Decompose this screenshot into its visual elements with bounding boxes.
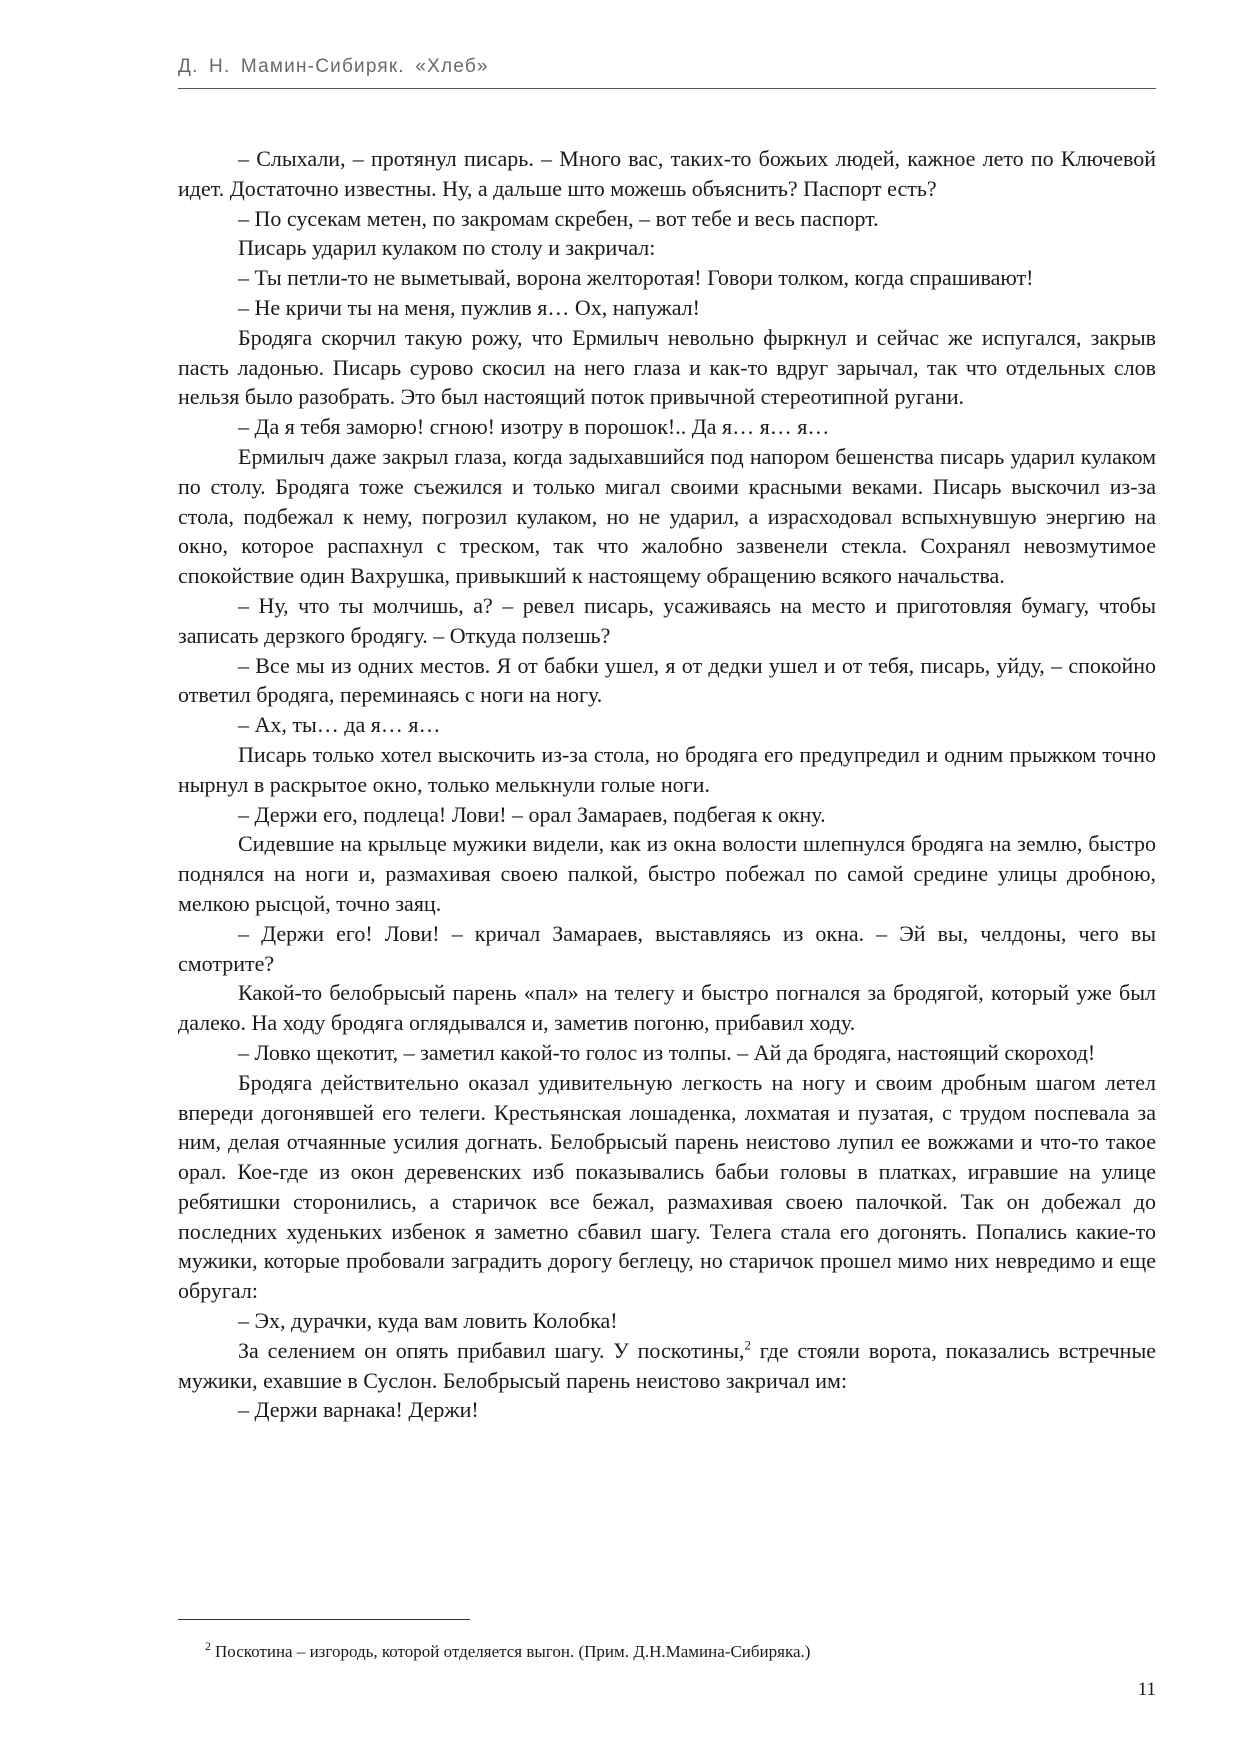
- paragraph-13: – Держи его, подлеца! Лови! – орал Замараев, подбегая к окну.: [238, 801, 826, 827]
- paragraph-5: – Не кричи ты на меня, пужлив я… Ох, напужал!: [238, 294, 700, 320]
- header-rule: [178, 88, 1156, 89]
- paragraph-last: – Держи варнака! Держи!: [238, 1397, 479, 1423]
- footnote-reference[interactable]: 2: [744, 1337, 751, 1353]
- body-text: [178, 144, 1156, 1425]
- paragraph-18: Бродяга действительно оказал удивительную легкость на ногу и своим дробным шагом летел впереди догонявшей его телеги. Крестьянская лошаденка, лохматая и пузатая, с трудом поспевала за ним, делая отчаянные усилия догнать. Белобрысый парень неистово лупил ее вожжами и что-то такое орал. Кое-где из окон деревенских изб показывались бабьи головы в платках, игравшие на улице ребятишки сторонились, а старичок все бежал, размахивая своею палочкой. Так он добежал до последних худеньких избенок я заметно сбавил шагу. Телега стала его догонять. Попались какие-то мужики, которые пробовали заградить дорогу беглецу, но старичок прошел мимо них невредимо и еще обругал:: [178, 1069, 1156, 1304]
- footnote-text: Поскотина – изгородь, которой отделяется выгон. (Прим. Д.Н.Мамина-Сибиряка.): [215, 1642, 811, 1661]
- paragraph-19: – Эх, дурачки, куда вам ловить Колобка!: [238, 1308, 618, 1334]
- page-number: 11: [1137, 1679, 1156, 1700]
- paragraph-6: Бродяга скорчил такую рожу, что Ермилыч невольно фыркнул и сейчас же испугался, закрыв пасть ладонью. Писарь сурово скосил на него глаза и как-то вдруг зарычал, так что отдельных слов нельзя было разобрать. Это был настоящий поток привычной стереотипной ругани.: [178, 324, 1156, 410]
- footnote-number: 2: [205, 1639, 211, 1654]
- paragraph-8: Ермилыч даже закрыл глаза, когда задыхавшийся под напором бешенства писарь ударил кулаком по столу. Бродяга тоже съежился и только мигал своими красными веками. Писарь выскочил из-за стола, подбежал к нему, погрозил кулаком, но не ударил, а израсходовал вспыхнувшую энергию на окно, которое распахнул с треском, так что жалобно зазвенели стекла. Сохранял невозмутимое спокойствие один Вахрушка, привыкший к настоящему обращению всякого начальства.: [178, 443, 1156, 589]
- paragraph-16: Какой-то белобрысый парень «пал» на телегу и быстро погнался за бродягой, который уже был далеко. На ходу бродяга оглядывался и, заметив погоню, прибавил ходу.: [178, 980, 1156, 1036]
- paragraph-11: – Ах, ты… да я… я…: [238, 712, 441, 738]
- paragraph-3: Писарь ударил кулаком по столу и закричал:: [238, 235, 656, 261]
- paragraph-1: – Слыхали, – протянул писарь. – Много вас, таких-то божьих людей, кажное лето по Ключевой идет. Достаточно известны. Ну, а дальше што можешь объяснить? Паспорт есть?: [178, 146, 1156, 201]
- paragraph-10: – Все мы из одних местов. Я от бабки ушел, я от дедки ушел и от тебя, писарь, уйду, – спокойно ответил бродяга, переминаясь с ноги на ногу.: [178, 652, 1156, 708]
- paragraph-12: Писарь только хотел выскочить из-за стола, но бродяга его предупредил и одним прыжком точно нырнул в раскрытое окно, только мелькнули голые ноги.: [178, 741, 1156, 797]
- paragraph-17: – Ловко щекотит, – заметил какой-то голос из толпы. – Ай да бродяга, настоящий скороход!: [238, 1039, 1096, 1065]
- paragraph-4: – Ты петли-то не выметывай, ворона желторотая! Говори толком, когда спрашивают!: [238, 265, 1034, 291]
- paragraph-7: – Да я тебя заморю! сгною! изотру в порошок!.. Да я… я… я…: [238, 414, 830, 440]
- paragraph-14: Сидевшие на крыльце мужики видели, как из окна волости шлепнулся бродяга на землю, быстро поднялся на ноги и, размахивая своею палкой, быстро побежал по самой средине улицы дробною, мелкою рысцой, точно заяц.: [178, 831, 1156, 916]
- paragraph-2: – По сусекам метен, по закромам скребен, – вот тебе и весь паспорт.: [238, 205, 879, 231]
- footnote: [205, 1641, 1145, 1663]
- footnote-rule: [178, 1619, 470, 1620]
- paragraph-9: – Ну, что ты молчишь, а? – ревел писарь, усаживаясь на место и приготовляя бумагу, чтобы записать дерзкого бродягу. – Откуда ползешь?: [178, 592, 1156, 648]
- paragraph-with-footnote: [178, 1336, 1156, 1396]
- paragraph-text-before-ref: За селением он опять прибавил шагу. У поскотины,: [238, 1337, 745, 1363]
- paragraph-text-after-ref: где стояли ворота, показались встречные мужики, ехавшие в Суслон. Белобрысый парень неистово закричал им:: [178, 1337, 1156, 1393]
- running-header: Д. Н. Мамин-Сибиряк. «Хлеб»: [178, 56, 489, 77]
- paragraph-15: – Держи его! Лови! – кричал Замараев, выставляясь из окна. – Эй вы, челдоны, чего вы смотрите?: [178, 920, 1156, 976]
